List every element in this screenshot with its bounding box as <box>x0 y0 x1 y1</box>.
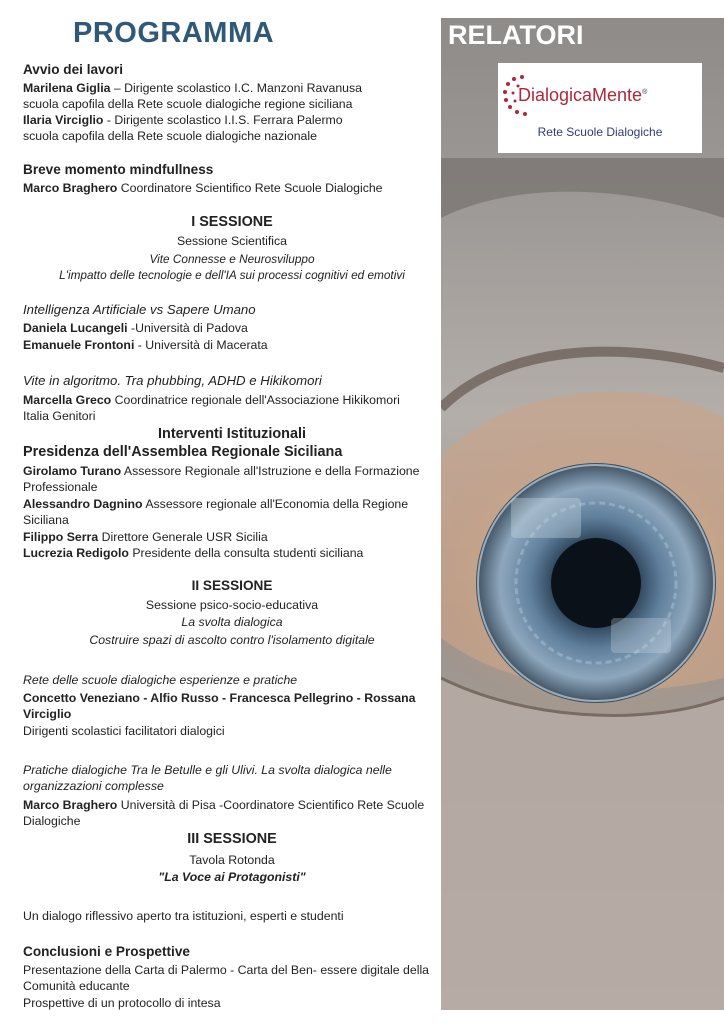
session-1-subtitle: Sessione Scientifica <box>176 234 288 248</box>
speaker-role: - Dirigente scolastico I.I.S. Ferrara Palermo <box>103 113 343 127</box>
ist-speaker-3 <box>23 529 268 545</box>
speaker-role: - Università di Macerata <box>134 338 268 352</box>
speaker-name: Ilaria Virciglio <box>23 113 104 127</box>
ist-speaker-1-cont: Professionale <box>23 480 98 494</box>
programma-column <box>23 0 441 1024</box>
pratiche-heading-cont: organizzazioni complesse <box>23 779 164 793</box>
logo-wordmark: DialogicaMente® <box>518 85 648 105</box>
logo-subtitle: Rete Scuole Dialogiche <box>537 125 663 139</box>
session-2-theme-1: La svolta dialogica <box>181 615 283 629</box>
session-2-subtitle: Sessione psico-socio-educativa <box>145 598 319 612</box>
presidenza-heading: Presidenza dell'Assemblea Regionale Siciliana <box>23 444 343 460</box>
ist-speaker-1 <box>23 463 419 479</box>
speaker-name: Filippo Serra <box>23 530 99 544</box>
session-3-subtitle: Tavola Rotonda <box>189 853 275 867</box>
speaker-role: – Dirigente scolastico I.C. Manzoni Ravanusa <box>110 81 363 95</box>
avvio-line-1 <box>23 80 362 96</box>
speaker-role: -Università di Padova <box>127 321 248 335</box>
speaker-role: Assessore Regionale all'Istruzione e della Formazione <box>121 464 420 478</box>
session-2-theme-2: Costruire spazi di ascolto contro l'isolamento digitale <box>89 633 375 647</box>
speaker-role: Coordinatore Scientifico Rete Scuole Dialogiche <box>117 181 383 195</box>
ist-speaker-2 <box>23 496 408 512</box>
mindfulness-heading: Breve momento mindfullness <box>23 162 214 177</box>
pratiche-heading: Pratiche dialogiche Tra le Betulle e gli Ulivi. La svolta dialogica nelle <box>23 763 392 777</box>
speaker-role: Università di Pisa -Coordinatore Scientifico Rete Scuole <box>117 798 425 812</box>
session-3-theme: "La Voce ai Protagonisti" <box>158 870 306 884</box>
ist-speaker-4 <box>23 545 363 561</box>
ia-speaker-1 <box>23 320 248 336</box>
rete-role: Dirigenti scolastici facilitatori dialogici <box>23 724 225 738</box>
dialogo-line: Un dialogo riflessivo aperto tra istituzioni, esperti e studenti <box>23 909 344 923</box>
vite-speaker-cont: Italia Genitori <box>23 409 96 423</box>
pratiche-speaker-cont: Dialogiche <box>23 814 81 828</box>
rete-names-cont: Virciglio <box>23 707 72 721</box>
speaker-role: Assessore regionale all'Economia della Regione <box>142 497 409 511</box>
speaker-name: Alessandro Dagnino <box>23 497 143 511</box>
speaker-name: Marco Braghero <box>23 181 118 195</box>
speaker-name: Girolamo Turano <box>23 464 122 478</box>
mindfulness-speaker <box>23 180 383 196</box>
speaker-name: Marcella Greco <box>23 393 112 407</box>
istituzionali-title: Interventi Istituzionali <box>158 426 306 442</box>
session-3-title: III SESSIONE <box>187 831 277 847</box>
speaker-name: Lucrezia Redigolo <box>23 546 129 560</box>
speaker-name: Emanuele Frontoni <box>23 338 135 352</box>
rete-names: Concetto Veneziano - Alfio Russo - Francesca Pellegrino - Rossana <box>23 691 416 705</box>
session-1-title: I SESSIONE <box>191 214 273 230</box>
avvio-heading: Avvio dei lavori <box>23 62 123 77</box>
relatori-panel <box>441 18 724 1010</box>
conclusioni-heading: Conclusioni e Prospettive <box>23 944 190 959</box>
speaker-role: Direttore Generale USR Sicilia <box>98 530 268 544</box>
eye-illustration <box>441 158 724 1010</box>
ist-speaker-2-cont: Siciliana <box>23 513 69 527</box>
dialogicamente-logo <box>498 63 702 153</box>
ia-speaker-2 <box>23 337 268 353</box>
speaker-name: Daniela Lucangeli <box>23 321 128 335</box>
vite-speaker <box>23 392 400 408</box>
conclusioni-line-1: Presentazione della Carta di Palermo - Carta del Ben- essere digitale della <box>23 963 430 977</box>
avvio-line-4: scuola capofila della Rete scuole dialogiche nazionale <box>23 129 317 143</box>
programma-title: PROGRAMMA <box>73 17 275 49</box>
conclusioni-line-3: Prospettive di un protocollo di intesa <box>23 996 221 1010</box>
avvio-line-3 <box>23 112 343 128</box>
speaker-role: Coordinatrice regionale dell'Associazione Hikikomori <box>111 393 400 407</box>
ia-heading: Intelligenza Artificiale vs Sapere Umano <box>23 302 256 317</box>
speaker-name: Marco Braghero <box>23 798 118 812</box>
relatori-title: RELATORI <box>448 20 584 50</box>
speaker-name: Marilena Giglia <box>23 81 111 95</box>
speaker-role: Presidente della consulta studenti siciliana <box>128 546 364 560</box>
vite-heading: Vite in algoritmo. Tra phubbing, ADHD e Hikikomori <box>23 373 322 388</box>
pratiche-speaker <box>23 797 424 813</box>
session-1-theme-1: Vite Connesse e Neurosviluppo <box>149 252 315 266</box>
rete-heading: Rete delle scuole dialogiche esperienze e pratiche <box>23 673 298 687</box>
session-2-title: II SESSIONE <box>191 578 273 593</box>
conclusioni-line-2: Comunità educante <box>23 979 130 993</box>
avvio-line-2: scuola capofila della Rete scuole dialogiche regione siciliana <box>23 97 353 111</box>
session-1-theme-2: L'impatto delle tecnologie e dell'IA sui processi cognitivi ed emotivi <box>59 268 405 282</box>
